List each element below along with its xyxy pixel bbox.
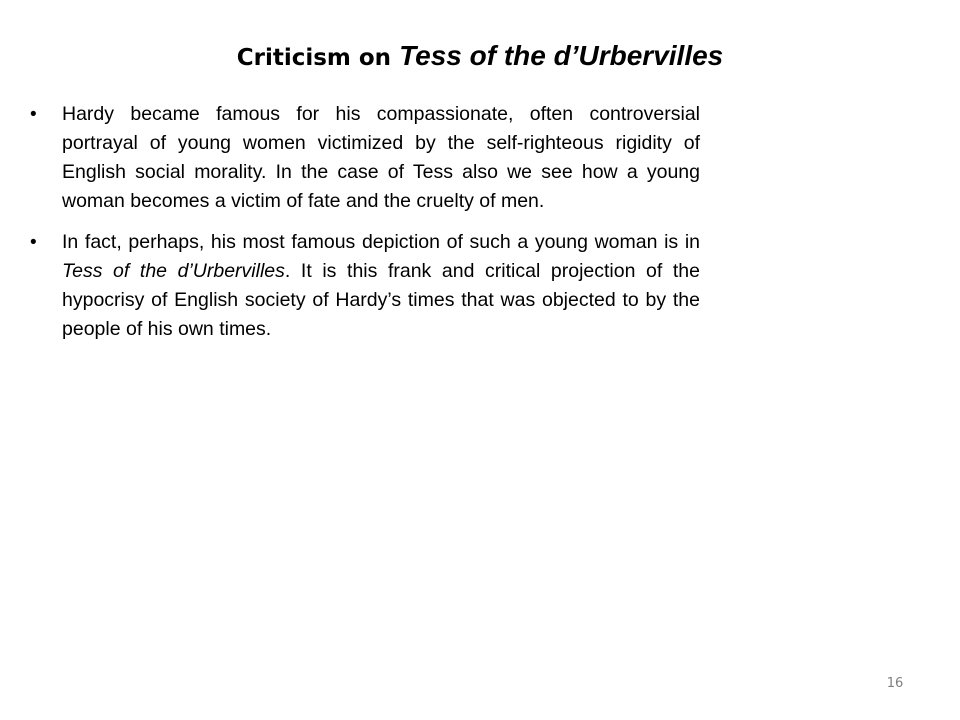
- bullet-glyph: •: [30, 104, 37, 125]
- bullet-text-2-after: . It is this frank and critical projection of the hypocrisy of English society of Hardy’s times that was objected to by the people of his own times.: [62, 260, 700, 340]
- slide-title: [0, 34, 960, 78]
- bullet-item-1: [30, 100, 700, 216]
- bullet-glyph: •: [30, 232, 37, 253]
- bullet-text-2-emphasis: Tess of the d’Urbervilles: [62, 260, 285, 282]
- slide-title-lead: Criticism on: [236, 45, 400, 71]
- page-number: 16: [886, 676, 904, 691]
- bullet-text-1: Hardy became famous for his compassionate, often controversial portrayal of young women victimized by the self-righteous rigidity of English social morality. In the case of Tess also we see how a young woman becomes a victim of fate and the cruelty of men.: [62, 103, 700, 212]
- bullet-item-2: [30, 228, 700, 344]
- bullet-text-2-before: In fact, perhaps, his most famous depiction of such a young woman is in: [62, 231, 700, 253]
- bullet-list: [30, 100, 700, 356]
- bullet-text-2: [62, 231, 700, 340]
- slide-title-work: Tess of the d’Urbervilles: [399, 40, 724, 71]
